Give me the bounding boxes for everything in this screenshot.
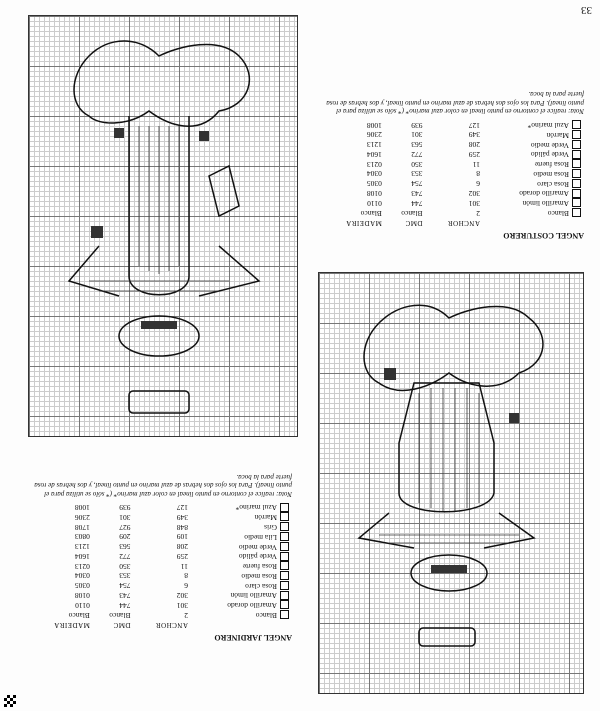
symbol-icon <box>572 189 581 198</box>
table-row: Marrón 349 301 2306 <box>30 512 292 522</box>
table-row: Rosa claro 6 754 0305 <box>322 179 584 189</box>
symbol-icon <box>280 532 289 541</box>
table-row: Verde pálido 259 772 1604 <box>322 150 584 160</box>
table-row: Azul marino* 127 939 1008 <box>322 120 584 130</box>
table-row: Blanco 2 Blanco Blanco <box>30 610 292 620</box>
symbol-icon <box>280 512 289 521</box>
symbol-icon <box>280 561 289 570</box>
table-row: Amarillo dorado 301 744 0110 <box>30 600 292 610</box>
symbol-icon <box>280 522 289 531</box>
table-row: Azul marino* 127 939 1008 <box>30 503 292 513</box>
symbol-icon <box>572 150 581 159</box>
symbol-icon <box>280 610 289 619</box>
header-anchor: ANCHOR <box>155 621 188 629</box>
header-dmc: DMC <box>113 621 131 629</box>
key-note: Nota: realice el contorno en punto lineal en color azul marino* (* sólo se utiliza para el punto lineal). Para los ojos dos hebras de azul marino en punto lineal, y dos hebras de rosa fuerte para la boca. <box>326 90 584 116</box>
table-row: Rosa fuerte 11 350 0213 <box>322 159 584 169</box>
thread-table <box>322 120 584 227</box>
header-dmc: DMC <box>405 219 423 227</box>
symbol-icon <box>280 571 289 580</box>
table-row: Verde medio 208 563 1213 <box>30 542 292 552</box>
symbol-icon <box>280 552 289 561</box>
symbol-icon <box>572 159 581 168</box>
thread-table <box>30 503 292 629</box>
table-row: Verde pálido 259 772 1604 <box>30 552 292 562</box>
symbol-icon <box>572 140 581 149</box>
angel-seamstress-motif <box>319 273 583 693</box>
key-title: ANGEL COSTURERO <box>503 231 584 240</box>
table-row: Marrón 349 301 2306 <box>322 130 584 140</box>
table-header <box>322 218 584 227</box>
angel-gardener-motif <box>29 16 297 436</box>
symbol-icon <box>572 120 581 129</box>
symbol-icon <box>280 600 289 609</box>
symbol-icon <box>280 503 289 512</box>
key-title: ANGEL JARDINERO <box>214 633 292 642</box>
symbol-icon <box>572 179 581 188</box>
table-row: Rosa claro 6 754 0305 <box>30 581 292 591</box>
table-header <box>30 620 292 629</box>
key-note: Nota: realice el contorno en punto lineal en color azul marino* (* sólo se utiliza para el punto lineal). Para los ojos dos hebras de azul marino en punto lineal, y dos hebras de rosa fuerte para la boca. <box>34 472 292 498</box>
color-key-left <box>30 462 292 642</box>
table-row: Verde medio 208 563 1213 <box>322 140 584 150</box>
symbol-icon <box>280 591 289 600</box>
symbol-icon <box>280 581 289 590</box>
symbol-icon <box>572 169 581 178</box>
symbol-icon <box>572 198 581 207</box>
cross-stitch-chart-left <box>28 15 298 437</box>
color-key-right <box>322 62 584 240</box>
symbol-icon <box>572 130 581 139</box>
table-row: Gris 848 927 1708 <box>30 522 292 532</box>
table-row: Rosa fuerte 11 350 0213 <box>30 561 292 571</box>
table-row: Amarillo limón 301 744 0110 <box>322 198 584 208</box>
symbol-icon <box>280 542 289 551</box>
table-row: Lila medio 109 209 0803 <box>30 532 292 542</box>
cross-stitch-chart-right <box>318 272 584 694</box>
symbol-icon <box>572 208 581 217</box>
page-number: 33 <box>581 4 592 16</box>
header-madeira: MADEIRA <box>345 219 382 227</box>
table-row: Rosa medio 8 353 0304 <box>322 169 584 179</box>
checker-corner-mark <box>4 695 16 707</box>
header-madeira: MADEIRA <box>53 621 90 629</box>
header-anchor: ANCHOR <box>447 219 480 227</box>
table-row: Rosa medio 8 353 0304 <box>30 571 292 581</box>
table-row: Blanco 2 Blanco Blanco <box>322 208 584 218</box>
table-row: Amarillo limón 302 743 0108 <box>30 591 292 601</box>
table-row: Amarillo dorado 302 743 0108 <box>322 189 584 199</box>
